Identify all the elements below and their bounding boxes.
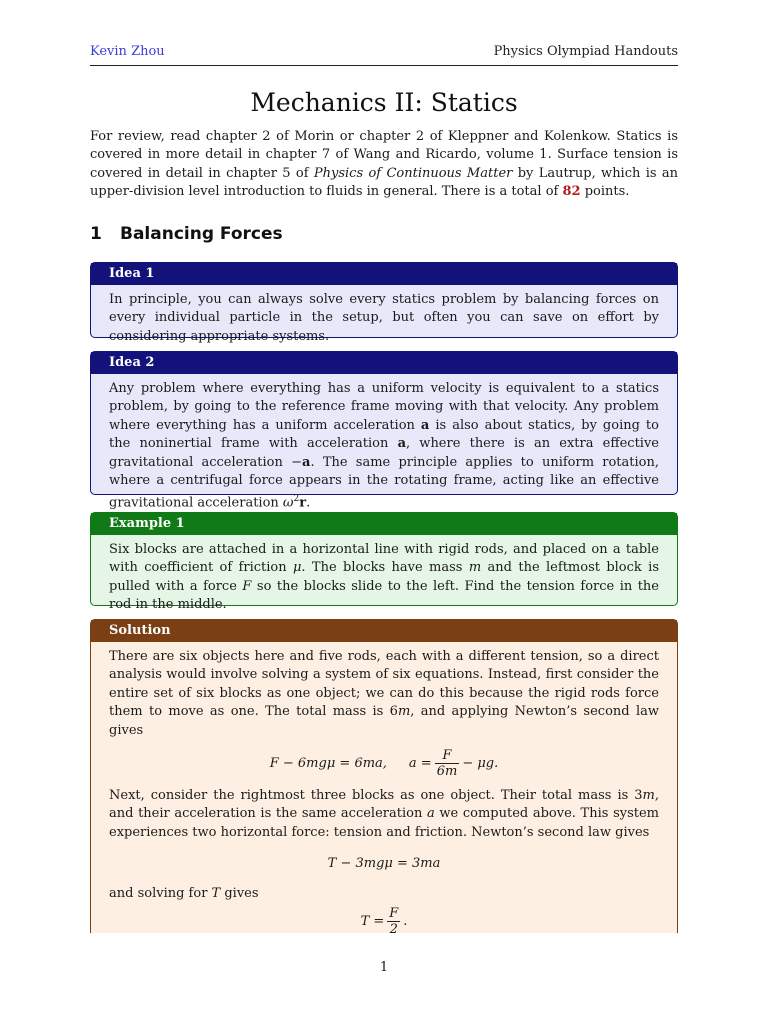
solution-text-4: , and their acceleration is the same acceleration [109,788,659,822]
idea-1-label: Idea 1 [91,263,677,285]
mass-symbol: m [642,788,655,804]
running-header [90,44,678,66]
idea-2-label: Idea 2 [91,352,677,374]
omega-symbol: ω [282,495,294,511]
section-number: 1 [90,224,102,244]
example-1-text [91,535,677,623]
header-author[interactable]: Kevin Zhou [90,44,165,59]
example-1-text-2: . The blocks have mass [301,560,469,576]
solution-paragraph-2 [109,787,659,842]
fraction-denominator: 2 [389,921,398,937]
friction-symbol: μ [292,560,302,576]
omega-exponent: 2 [293,494,300,505]
idea-2-text [91,374,677,521]
page-title: Mechanics II: Statics [250,88,518,117]
idea-1-box [90,262,678,344]
intro-book-title: Physics of Continuous Matter [313,165,513,181]
section-title: Balancing Forces [120,224,283,244]
header-series: Physics Olympiad Handouts [493,44,678,59]
intro-text-2: by Lautrup, which is an upper-division level introduction to fluids in general. There is a total of [90,165,679,200]
fraction-numerator: F [435,748,460,764]
example-1-text-1: Six blocks are attached in a horizontal line with rigid rods, and placed on a table with coefficient of friction [109,542,659,576]
equation-2 [109,856,659,871]
fraction-f-over-6m [435,748,460,779]
section-heading [90,224,283,244]
accel-vector: a [420,417,430,433]
idea-1-text: In principle, you can always solve every statics problem by balancing forces on every individual particle in the setup, but often you can save on effort by considering appropriate systems. [109,292,659,344]
solution-text-6: and solving for [109,886,212,902]
solution-body [91,642,677,947]
fraction-numerator: F [389,905,399,921]
fraction-denominator: 6m [436,764,458,780]
equation-3-tail: . [403,913,408,929]
example-1-box [90,512,678,613]
idea-2-text-3: , where there is an extra effective gravitational acceleration − [109,436,659,470]
solution-text-5: we computed above. This system experiences two horizontal force: tension and friction. Newton’s second law gives [109,806,659,840]
mass-symbol: m [397,704,411,720]
equation-1-a: a = [408,756,432,772]
intro-text-1: For review, read chapter 2 of Morin or chapter 2 of Kleppner and Kolenkow. Statics is covered in more detail in chapter 7 of Wang and Ricardo, volume 1. Surface tension is covered in detail in chapter 5 of [90,129,678,181]
solution-paragraph-1 [109,648,659,740]
position-vector: r [299,495,307,511]
solution-paragraph-3 [109,885,659,903]
accel-symbol: a [426,806,435,822]
example-1-text-3: and the leftmost block is pulled with a force [109,560,659,594]
total-points[interactable]: 82 [562,184,581,200]
example-1-label: Example 1 [91,513,677,535]
accel-vector: a [397,436,406,452]
idea-2-text-1: Any problem where everything has a uniform velocity is equivalent to a statics problem, by going to the reference frame moving with that velocity. Any problem where everything has a uniform acceleration [109,381,659,433]
equation-1-left: F − 6mgμ = 6ma, [269,756,387,772]
idea-2-box [90,351,678,511]
example-1-text-4: so the blocks slide to the left. Find the tension force in the rod in the middle. [109,578,660,613]
solution-text-3: Next, consider the rightmost three blocks as one object. Their total mass is 3 [109,788,643,804]
idea-2-text-5: . [306,495,311,511]
solution-text-1: There are six objects here and five rods, each with a different tension, so a direct analysis would involve solving a system of six equations. Instead, first consider the entire set of six blocks as one object; we can do this because the rigid rods force them to move as one. The total mass is 6 [109,649,659,720]
fraction-f-over-2 [387,906,400,937]
page-number: 1 [379,960,389,975]
force-symbol: F [242,578,252,594]
equation-3-left: T = [360,913,385,929]
solution-text-7: gives [220,886,259,902]
intro-paragraph [90,128,678,202]
equation-2-text: T − 3mgμ = 3ma [327,856,441,872]
mass-symbol: m [468,560,482,576]
tension-symbol: T [211,886,221,902]
accel-vector: a [302,454,311,470]
idea-2-text-4: . The same principle applies to uniform rotation, where a centrifugal force appears in the rotating frame, acting like an effective gravitational acceleration [109,454,659,511]
equation-1-tail: − μg. [462,756,499,772]
solution-box [90,619,678,937]
intro-text-3: points. [580,184,630,200]
solution-text-2: , and applying Newton’s second law gives [109,704,659,738]
equation-3 [109,906,659,937]
solution-label: Solution [91,620,677,642]
idea-2-text-2: is also about statics, by going to the noninertial frame with acceleration [109,417,659,452]
equation-1 [109,748,659,779]
